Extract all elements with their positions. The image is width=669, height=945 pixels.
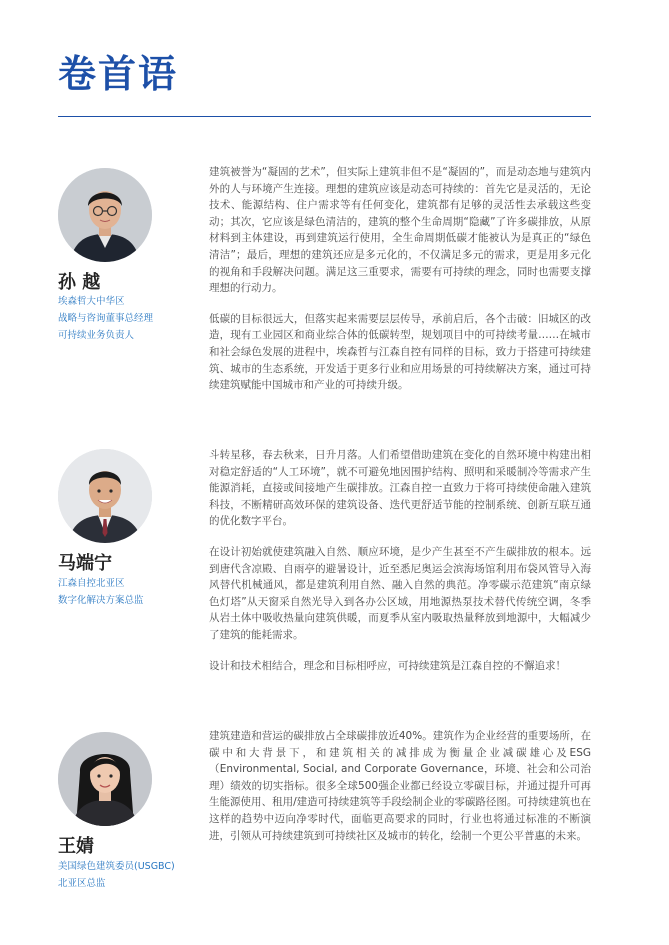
avatar-portrait-man-suit xyxy=(58,449,152,543)
person-statement xyxy=(209,164,591,408)
person-name: 马端宁 xyxy=(58,553,112,574)
role-line: 数字化解决方案总监 xyxy=(58,595,144,606)
avatar-portrait-man-glasses xyxy=(58,168,152,262)
person-name: 孙 越 xyxy=(58,272,101,293)
person-role xyxy=(58,575,198,609)
page-title: 卷首语 xyxy=(58,52,179,96)
person-name: 王婧 xyxy=(58,836,94,857)
statement-paragraph: 在设计初始就使建筑融入自然、顺应环境，是少产生甚至不产生碳排放的根本。远到唐代含凉殿、自雨亭的避暑设计，近至悉尼奥运会滨海场馆利用布袋风管导入海风替代机械通风，都是建筑利用自然、融入自然的典范。净零碳示范建筑“南京绿色灯塔”从天窗采自然光导入到各办公区域，用地源热泵技术替代传统空调，冬季从岩土体中吸收热量向建筑供暖，而夏季从室内吸取热量释放到地源中，大幅减少了建筑的能耗需求。 xyxy=(209,545,591,641)
statement-paragraph: 设计和技术相结合，理念和目标相呼应，可持续建筑是江森自控的不懈追求！ xyxy=(209,659,566,672)
person-role xyxy=(58,858,198,892)
statement-paragraph: 低碳的目标很远大，但落实起来需要层层传导，承前启后，各个击破：旧城区的改造，现有工业园区和商业综合体的低碳转型，规划项目中的可持续考量……在城市和社会绿色发展的进程中，埃森哲与江森自控有同样的目标，致力于搭建可持续建筑、城市的生态系统，开发适于更多行业和应用场景的可持续解决方案，通过可持续建筑赋能中国城市和产业的可持续升级。 xyxy=(209,312,591,392)
role-line: 江森自控北亚区 xyxy=(58,578,125,589)
person-statement xyxy=(209,728,591,858)
role-line: 埃森哲大中华区 xyxy=(58,296,125,307)
person-statement xyxy=(209,447,591,688)
title-rule xyxy=(58,116,591,117)
avatar-portrait-woman xyxy=(58,732,152,826)
statement-paragraph: 建筑建造和营运的碳排放占全球碳排放近40%。建筑作为企业经营的重要场所，在碳中和大背景下，和建筑相关的减排成为衡量企业减碳雄心及ESG（Environmental, Social, and Corporate Governance，环境、社会和公司治理）绩效的切实指标。很多全球500强企业都已经设立零碳目标，并通过提升可再生能源使用、租用/建造可持续建筑等手段绘制企业的零碳路径图。可持续建筑也在这样的趋势中迈向净零时代，面临更高要求的同时，行业也将通过标准的不断演进，引领从可持续建筑到可持续社区及城市的转化，绘制一个更公平普惠的未来。 xyxy=(209,730,591,842)
person-role xyxy=(58,293,198,344)
role-line: 美国绿色建筑委员(USGBC) xyxy=(58,861,175,872)
statement-paragraph: 斗转星移，春去秋来，日升月落。人们希望借助建筑在变化的自然环境中构建出相对稳定舒适的“人工环境”，就不可避免地因围护结构、照明和采暖制冷等需求产生能源消耗，直接或间接地产生碳排放。江森自控一直致力于将可持续使命融入建筑科技，不断精研高效环保的建筑设备、迭代更舒适节能的控制系统、创新互联互通的优化数字平台。 xyxy=(209,449,591,528)
role-line: 战略与咨询董事总经理 xyxy=(58,313,154,324)
statement-paragraph: 建筑被誉为“凝固的艺术”，但实际上建筑非但不是“凝固的”，而是动态地与建筑内外的人与环境产生连接。理想的建筑应该是动态可持续的：首先它是灵活的，无论技术、能源结构、住户需求等有任何变化，建筑都有足够的灵活性去承载这些变动；其次，它应该是绿色清洁的，建筑的整个生命周期“隐藏”了许多碳排放，从原材料到主体建设，再到建筑运行使用，全生命周期低碳才能被认为是真正的“绿色清洁”；最后，理想的建筑还应是多元化的，不仅满足多元的需求，更是用多元化的视角和手段解决问题。满足这三重要求，需要有可持续的理念，同时也需要支撑理想的行动力。 xyxy=(209,166,591,295)
role-line: 北亚区总监 xyxy=(58,878,106,889)
role-line: 可持续业务负责人 xyxy=(58,330,135,341)
